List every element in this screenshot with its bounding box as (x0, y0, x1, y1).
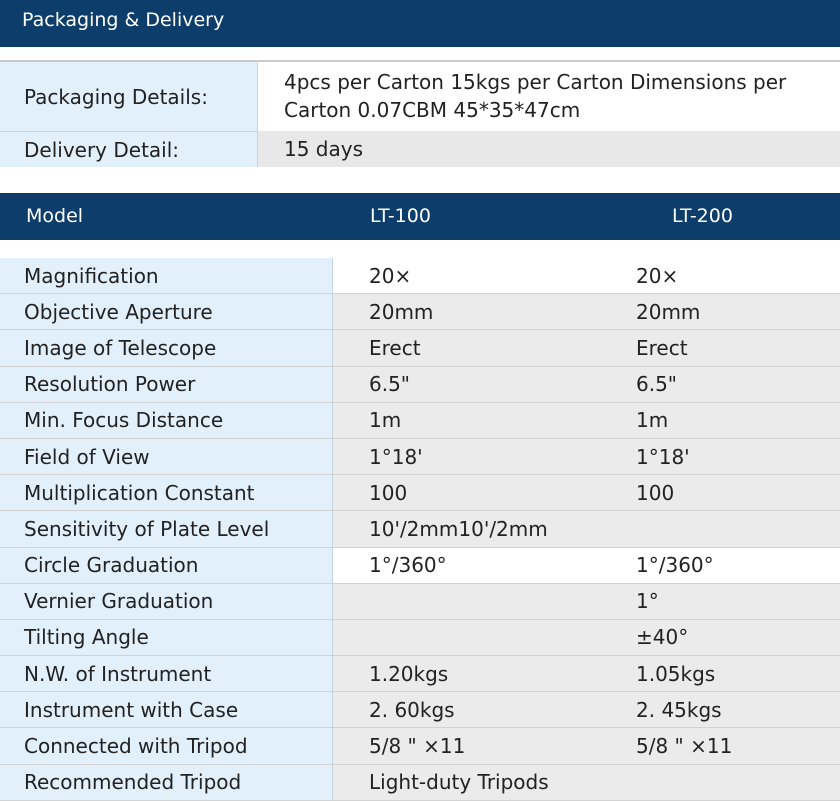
spec-table-header (0, 193, 840, 240)
spec-row (0, 294, 840, 330)
lt-200-value: 1°18' (636, 439, 840, 474)
spec-row (0, 620, 840, 656)
model-column-header: Model (26, 205, 84, 227)
spec-row (0, 548, 840, 584)
lt-100-value: 10'/2mm10'/2mm (333, 511, 636, 546)
lt-200-value: 1m (636, 403, 840, 438)
spec-label: Vernier Graduation (0, 584, 333, 619)
spec-row (0, 511, 840, 547)
lt-100-value: 1.20kgs (333, 656, 636, 691)
spec-label: Objective Aperture (0, 294, 333, 329)
spec-label: Circle Graduation (0, 548, 333, 583)
lt-200-value: 1° (636, 584, 840, 619)
lt-200-value: 6.5" (636, 367, 840, 402)
spec-label: Magnification (0, 258, 333, 293)
lt-100-value: 2. 60kgs (333, 692, 636, 727)
lt-200-value: 1.05kgs (636, 656, 840, 691)
spec-label: Recommended Tripod (0, 765, 333, 800)
lt-200-value: ±40° (636, 620, 840, 655)
spec-label: Multiplication Constant (0, 475, 333, 510)
spec-row (0, 728, 840, 764)
lt-200-value: Erect (636, 330, 840, 365)
spec-row (0, 367, 840, 403)
lt-100-value: 20mm (333, 294, 636, 329)
spec-label: Sensitivity of Plate Level (0, 511, 333, 546)
spec-row (0, 330, 840, 366)
lt-200-column-header: LT-200 (672, 205, 733, 227)
spec-row (0, 692, 840, 728)
lt-200-value: 20× (636, 258, 840, 293)
lt-200-value (636, 765, 840, 800)
spec-label: Field of View (0, 439, 333, 474)
spec-label: Image of Telescope (0, 330, 333, 365)
spec-label: N.W. of Instrument (0, 656, 333, 691)
lt-100-value: 5/8 " ×11 (333, 728, 636, 763)
spec-label: Instrument with Case (0, 692, 333, 727)
packaging-details-label: Packaging Details: (0, 60, 258, 131)
lt-100-value: 1°18' (333, 439, 636, 474)
lt-100-value: 100 (333, 475, 636, 510)
lt-100-value: 1m (333, 403, 636, 438)
spec-label: Resolution Power (0, 367, 333, 402)
lt-100-value (333, 620, 636, 655)
lt-200-value: 2. 45kgs (636, 692, 840, 727)
delivery-detail-row (0, 131, 840, 167)
lt-100-value: 1°/360° (333, 548, 636, 583)
lt-100-value: Erect (333, 330, 636, 365)
spec-table (0, 258, 840, 801)
lt-200-value: 1°/360° (636, 548, 840, 583)
lt-100-column-header: LT-100 (370, 205, 431, 227)
spec-label: Connected with Tripod (0, 728, 333, 763)
lt-100-value (333, 584, 636, 619)
spec-label: Min. Focus Distance (0, 403, 333, 438)
packaging-details-row (0, 60, 840, 131)
lt-100-value: Light-duty Tripods (333, 765, 636, 800)
spec-row (0, 439, 840, 475)
spec-row (0, 765, 840, 801)
delivery-detail-value: 15 days (258, 131, 840, 167)
spec-row (0, 258, 840, 294)
packaging-delivery-title: Packaging & Delivery (22, 9, 225, 31)
spec-row (0, 403, 840, 439)
delivery-detail-label: Delivery Detail: (0, 131, 258, 167)
packaging-delivery-header (0, 0, 840, 47)
spec-row (0, 584, 840, 620)
lt-200-value: 100 (636, 475, 840, 510)
spec-row (0, 656, 840, 692)
packaging-details-value: 4pcs per Carton 15kgs per Carton Dimensions per Carton 0.07CBM 45*35*47cm (258, 60, 840, 131)
lt-200-value (636, 511, 840, 546)
spec-row (0, 475, 840, 511)
lt-100-value: 6.5" (333, 367, 636, 402)
spec-label: Tilting Angle (0, 620, 333, 655)
lt-200-value: 20mm (636, 294, 840, 329)
lt-200-value: 5/8 " ×11 (636, 728, 840, 763)
lt-100-value: 20× (333, 258, 636, 293)
